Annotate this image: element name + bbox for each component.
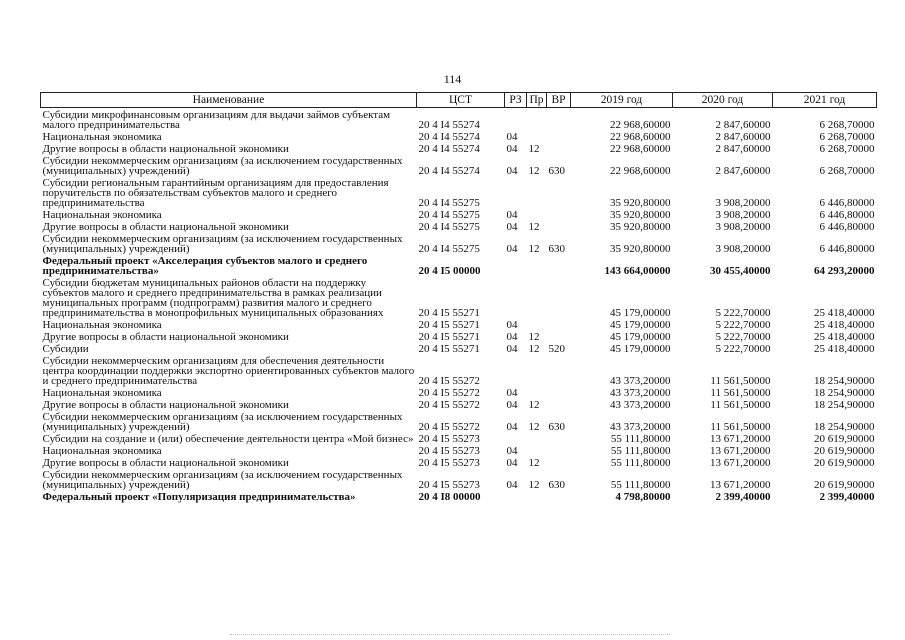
cell-name: Федеральный проект «Популяризация предпринимательства» — [42, 491, 356, 503]
cell-rz — [505, 176, 527, 208]
cell-2020: 13 671,20000 — [710, 433, 771, 445]
cell-cst: 20 4 I4 55275 — [418, 221, 480, 233]
cell-2020: 11 561,50000 — [710, 421, 771, 433]
cell-rz: 04 — [506, 399, 518, 411]
table-row — [41, 410, 877, 432]
cell-2021: 25 418,40000 — [814, 319, 875, 331]
cell-name: Субсидии некоммерческим организациям (за исключением государственных (муниципальных) учреждений) — [42, 155, 403, 177]
cell-2019: 55 111,80000 — [610, 479, 671, 491]
cell-vr — [547, 108, 571, 131]
cell-name: Субсидии — [42, 343, 89, 355]
cell-vr — [547, 444, 571, 456]
cell-vr: 520 — [548, 343, 565, 355]
cell-2020: 11 561,50000 — [710, 375, 771, 387]
cell-rz: 04 — [506, 343, 518, 355]
cell-rz: 04 — [506, 131, 518, 143]
cell-2020: 3 908,20000 — [715, 197, 771, 209]
cell-2021: 18 254,90000 — [814, 421, 875, 433]
cell-2019: 22 968,60000 — [610, 165, 671, 177]
cell-2021: 6 268,70000 — [819, 119, 875, 131]
cell-2020: 13 671,20000 — [710, 445, 771, 457]
cell-rz: 04 — [506, 165, 518, 177]
cell-2019: 35 920,80000 — [610, 243, 671, 255]
table-row — [41, 330, 877, 342]
cell-2019: 22 968,60000 — [610, 131, 671, 143]
cell-pr — [527, 444, 547, 456]
cell-2020: 5 222,70000 — [715, 343, 771, 355]
scan-artifact — [230, 634, 670, 637]
table-row — [41, 318, 877, 330]
cell-2020: 2 847,60000 — [715, 131, 771, 143]
cell-vr — [547, 176, 571, 208]
cell-rz: 04 — [506, 331, 518, 343]
table-row — [41, 220, 877, 232]
cell-cst: 20 4 I5 55271 — [418, 319, 480, 331]
cell-cst: 20 4 I4 55275 — [418, 209, 480, 221]
cell-rz — [505, 490, 527, 502]
cell-rz — [505, 354, 527, 386]
cell-rz — [505, 108, 527, 131]
cell-rz: 04 — [506, 243, 518, 255]
cell-2021: 18 254,90000 — [814, 387, 875, 399]
cell-pr: 12 — [528, 399, 540, 411]
cell-pr: 12 — [528, 331, 540, 343]
column-header-rz: РЗ — [505, 93, 527, 108]
cell-cst: 20 4 I5 00000 — [418, 265, 481, 277]
cell-2019: 45 179,00000 — [610, 331, 671, 343]
cell-2019: 35 920,80000 — [610, 209, 671, 221]
cell-name: Национальная экономика — [42, 209, 162, 221]
table-row — [41, 142, 877, 154]
cell-rz: 04 — [506, 143, 518, 155]
cell-2020: 2 399,40000 — [715, 491, 771, 503]
cell-vr: 630 — [548, 479, 565, 491]
page-number: 114 — [443, 72, 462, 86]
cell-pr: 12 — [528, 143, 540, 155]
cell-rz: 04 — [506, 221, 518, 233]
cell-2021: 25 418,40000 — [814, 331, 875, 343]
table-row — [41, 154, 877, 176]
column-header-2019: 2019 год — [571, 93, 673, 108]
cell-2020: 2 847,60000 — [715, 143, 771, 155]
cell-2019: 143 664,00000 — [604, 265, 671, 277]
cell-rz: 04 — [506, 445, 518, 457]
cell-2019: 35 920,80000 — [610, 221, 671, 233]
cell-name: Субсидии некоммерческим организациям для обеспечения деятельности центра координации поддержки экспортно ориентированных субъектов малого и среднего предпринимательства — [42, 355, 415, 387]
cell-2021: 64 293,20000 — [814, 265, 875, 277]
cell-2021: 25 418,40000 — [814, 307, 875, 319]
cell-2021: 20 619,90000 — [814, 457, 875, 469]
table-row — [41, 130, 877, 142]
cell-cst: 20 4 I4 55274 — [418, 143, 480, 155]
cell-cst: 20 4 I4 55274 — [418, 131, 480, 143]
table-row — [41, 386, 877, 398]
cell-pr — [527, 432, 547, 444]
cell-pr — [527, 108, 547, 131]
cell-2020: 5 222,70000 — [715, 319, 771, 331]
cell-rz: 04 — [506, 479, 518, 491]
cell-2019: 43 373,20000 — [610, 375, 671, 387]
table-row — [41, 444, 877, 456]
cell-pr — [527, 490, 547, 502]
cell-name: Национальная экономика — [42, 387, 162, 399]
cell-name: Другие вопросы в области национальной экономики — [42, 331, 289, 343]
cell-cst: 20 4 I4 55275 — [418, 243, 480, 255]
cell-vr — [547, 354, 571, 386]
table-row — [41, 276, 877, 318]
cell-vr — [547, 456, 571, 468]
cell-2020: 2 847,60000 — [715, 119, 771, 131]
cell-rz: 04 — [506, 421, 518, 433]
cell-name: Субсидии некоммерческим организациям (за исключением государственных (муниципальных) учреждений) — [42, 469, 403, 491]
cell-cst: 20 4 I4 55274 — [418, 119, 480, 131]
cell-2020: 11 561,50000 — [710, 399, 771, 411]
cell-cst: 20 4 I5 55273 — [418, 479, 480, 491]
table-row — [41, 176, 877, 208]
cell-name: Субсидии на создание и (или) обеспечение деятельности центра «Мой бизнес» — [42, 433, 414, 445]
cell-2020: 13 671,20000 — [710, 457, 771, 469]
cell-vr — [547, 254, 571, 276]
cell-rz: 04 — [506, 209, 518, 221]
cell-vr: 630 — [548, 243, 565, 255]
cell-2020: 3 908,20000 — [715, 221, 771, 233]
cell-2019: 4 798,80000 — [615, 491, 671, 503]
cell-pr — [527, 254, 547, 276]
cell-pr — [527, 386, 547, 398]
cell-cst: 20 4 I5 55272 — [418, 421, 480, 433]
cell-cst: 20 4 I5 55271 — [418, 331, 480, 343]
cell-2019: 22 968,60000 — [610, 119, 671, 131]
cell-vr — [547, 432, 571, 444]
table-row — [41, 254, 877, 276]
cell-2020: 11 561,50000 — [710, 387, 771, 399]
cell-2021: 18 254,90000 — [814, 375, 875, 387]
cell-name: Субсидии некоммерческим организациям (за исключением государственных (муниципальных) учреждений) — [42, 411, 403, 433]
cell-2021: 6 268,70000 — [819, 165, 875, 177]
cell-name: Другие вопросы в области национальной экономики — [42, 457, 289, 469]
cell-cst: 20 4 I5 55273 — [418, 433, 480, 445]
cell-rz: 04 — [506, 457, 518, 469]
cell-pr: 12 — [528, 243, 540, 255]
cell-cst: 20 4 I4 55274 — [418, 165, 480, 177]
table-row — [41, 232, 877, 254]
cell-2021: 6 446,80000 — [819, 197, 875, 209]
table-row — [41, 208, 877, 220]
cell-cst: 20 4 I4 55275 — [418, 197, 480, 209]
table-row — [41, 456, 877, 468]
cell-cst: 20 4 I5 55272 — [418, 387, 480, 399]
cell-2021: 6 446,80000 — [819, 209, 875, 221]
cell-name: Национальная экономика — [42, 131, 162, 143]
table-row — [41, 490, 877, 502]
cell-cst: 20 4 I8 00000 — [418, 491, 481, 503]
cell-vr — [547, 490, 571, 502]
cell-pr: 12 — [528, 165, 540, 177]
cell-pr — [527, 318, 547, 330]
cell-rz — [505, 432, 527, 444]
cell-vr — [547, 318, 571, 330]
cell-pr: 12 — [528, 221, 540, 233]
cell-2021: 2 399,40000 — [819, 491, 875, 503]
cell-pr: 12 — [528, 457, 540, 469]
cell-cst: 20 4 I5 55272 — [418, 399, 480, 411]
cell-vr: 630 — [548, 165, 565, 177]
cell-name: Федеральный проект «Акселерация субъектов малого и среднего предпринимательства» — [42, 255, 368, 277]
cell-2020: 3 908,20000 — [715, 243, 771, 255]
table-header-row — [41, 93, 877, 108]
cell-name: Другие вопросы в области национальной экономики — [42, 399, 289, 411]
cell-2021: 6 446,80000 — [819, 243, 875, 255]
cell-2019: 55 111,80000 — [610, 445, 671, 457]
cell-name: Другие вопросы в области национальной экономики — [42, 143, 289, 155]
cell-pr — [527, 208, 547, 220]
cell-2019: 43 373,20000 — [610, 399, 671, 411]
cell-name: Субсидии бюджетам муниципальных районов области на поддержку субъектов малого и среднего предпринимательства в рамках реализации муниципальных программ (подпрограмм) развития малого и среднего предпринимательства в монопрофильных муниципальных образованиях — [42, 277, 384, 319]
cell-vr: 630 — [548, 421, 565, 433]
cell-2021: 6 268,70000 — [819, 143, 875, 155]
cell-2021: 20 619,90000 — [814, 479, 875, 491]
cell-pr: 12 — [528, 421, 540, 433]
cell-2019: 55 111,80000 — [610, 433, 671, 445]
cell-cst: 20 4 I5 55271 — [418, 307, 480, 319]
cell-name: Национальная экономика — [42, 319, 162, 331]
cell-vr — [547, 142, 571, 154]
column-header-vr: ВР — [547, 93, 571, 108]
cell-2019: 55 111,80000 — [610, 457, 671, 469]
cell-2020: 3 908,20000 — [715, 209, 771, 221]
cell-vr — [547, 276, 571, 318]
cell-rz: 04 — [506, 387, 518, 399]
cell-vr — [547, 386, 571, 398]
cell-pr — [527, 354, 547, 386]
column-header-2020: 2020 год — [673, 93, 773, 108]
cell-2020: 5 222,70000 — [715, 307, 771, 319]
column-header-cst: ЦСТ — [417, 93, 505, 108]
cell-2021: 25 418,40000 — [814, 343, 875, 355]
cell-pr — [527, 176, 547, 208]
cell-pr: 12 — [528, 479, 540, 491]
table-row — [41, 108, 877, 131]
cell-2021: 6 446,80000 — [819, 221, 875, 233]
table-row — [41, 354, 877, 386]
cell-vr — [547, 208, 571, 220]
table-row — [41, 342, 877, 354]
cell-vr — [547, 398, 571, 410]
cell-2020: 2 847,60000 — [715, 165, 771, 177]
cell-pr — [527, 276, 547, 318]
cell-name: Национальная экономика — [42, 445, 162, 457]
cell-name: Субсидии некоммерческим организациям (за исключением государственных (муниципальных) учреждений) — [42, 233, 403, 255]
table-body — [41, 108, 877, 503]
cell-2021: 18 254,90000 — [814, 399, 875, 411]
cell-2019: 45 179,00000 — [610, 307, 671, 319]
cell-cst: 20 4 I5 55271 — [418, 343, 480, 355]
cell-vr — [547, 220, 571, 232]
cell-pr: 12 — [528, 343, 540, 355]
cell-name: Субсидии региональным гарантийным организациям для предоставления поручительств по обязательствам субъектов малого и среднего предпринимательства — [42, 177, 389, 209]
cell-rz: 04 — [506, 319, 518, 331]
cell-2021: 20 619,90000 — [814, 433, 875, 445]
table-row — [41, 432, 877, 444]
cell-cst: 20 4 I5 55273 — [418, 445, 480, 457]
cell-2020: 30 455,40000 — [710, 265, 771, 277]
column-header-2021: 2021 год — [773, 93, 877, 108]
cell-vr — [547, 330, 571, 342]
column-header-name: Наименование — [41, 93, 417, 108]
cell-name: Другие вопросы в области национальной экономики — [42, 221, 289, 233]
cell-pr — [527, 130, 547, 142]
cell-2020: 5 222,70000 — [715, 331, 771, 343]
cell-2019: 35 920,80000 — [610, 197, 671, 209]
cell-rz — [505, 254, 527, 276]
cell-2019: 22 968,60000 — [610, 143, 671, 155]
table-row — [41, 468, 877, 490]
column-header-pr: Пр — [527, 93, 547, 108]
cell-2019: 43 373,20000 — [610, 387, 671, 399]
cell-vr — [547, 130, 571, 142]
cell-2021: 6 268,70000 — [819, 131, 875, 143]
cell-rz — [505, 276, 527, 318]
cell-2021: 20 619,90000 — [814, 445, 875, 457]
cell-name: Субсидии микрофинансовым организациям для выдачи займов субъектам малого предпринимательства — [42, 109, 391, 131]
cell-cst: 20 4 I5 55273 — [418, 457, 480, 469]
table-row — [41, 398, 877, 410]
cell-2019: 45 179,00000 — [610, 319, 671, 331]
cell-cst: 20 4 I5 55272 — [418, 375, 480, 387]
cell-2019: 43 373,20000 — [610, 421, 671, 433]
cell-2020: 13 671,20000 — [710, 479, 771, 491]
budget-table — [40, 92, 877, 502]
cell-2019: 45 179,00000 — [610, 343, 671, 355]
